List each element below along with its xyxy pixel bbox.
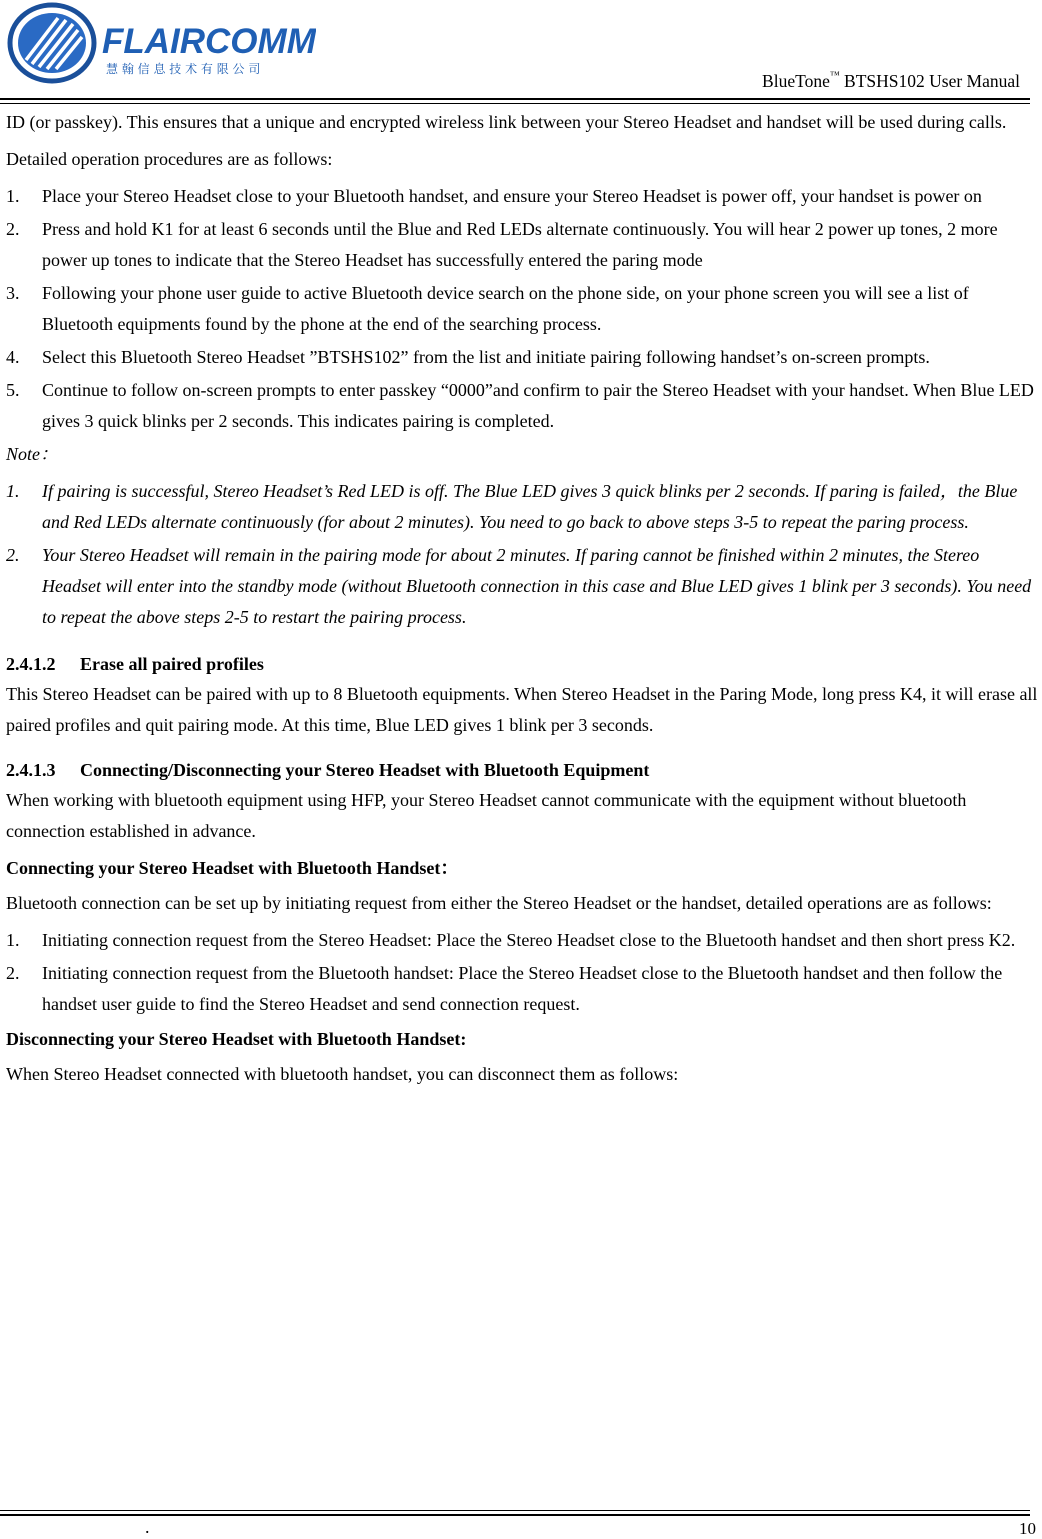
logo-graphic <box>6 2 316 86</box>
list-text: Select this Bluetooth Stereo Headset ”BTSHS102” from the list and initiate pairing following handset’s on-screen prompts. <box>42 347 930 367</box>
logo-brand-text: FLAIRCOMM <box>102 22 316 61</box>
section-number: 2.4.1.3 <box>6 760 56 780</box>
section-title: Erase all paired profiles <box>80 654 264 674</box>
page-body <box>6 107 1040 1090</box>
list-number: 3. <box>6 283 20 303</box>
list-text: If pairing is successful, Stereo Headset’s Red LED is off. The Blue LED gives 3 quick blinks per 2 seconds. If paring is failed，the Blue and Red LEDs alternate continuously (for about 2 minutes). You need to go back to above steps 3-5 to repeat the paring process. <box>42 481 1018 532</box>
pairing-steps-list <box>6 181 1040 437</box>
logo-brand-cn: 慧 翰 信 息 技 术 有 限 公 司 <box>106 62 261 76</box>
list-item <box>6 181 1040 212</box>
list-number: 2. <box>6 545 20 565</box>
list-text: Continue to follow on-screen prompts to enter passkey “0000”and confirm to pair the Stereo Headset with your handset. When Blue LED gives 3 quick blinks per 2 seconds. This indicates pairing is completed. <box>42 380 1034 431</box>
list-item <box>6 342 1040 373</box>
section-heading-connect <box>6 741 1040 785</box>
list-item <box>6 476 1040 538</box>
disconnect-intro: When Stereo Headset connected with bluetooth handset, you can disconnect them as follows: <box>6 1064 679 1084</box>
page-header <box>0 0 1042 105</box>
list-item <box>6 375 1040 437</box>
connect-intro: Bluetooth connection can be set up by initiating request from either the Stereo Headset or the handset, detailed operations are as follows: <box>6 893 992 913</box>
list-number: 1. <box>6 186 20 206</box>
list-text: Initiating connection request from the Bluetooth handset: Place the Stereo Headset close to the Bluetooth handset and then follow the handset user guide to find the Stereo Headset and send connection request. <box>42 963 1003 1014</box>
list-number: 2. <box>6 219 20 239</box>
note-label: Note： <box>6 444 58 464</box>
header-rule-thin <box>0 103 1030 104</box>
title-brand: BlueTone <box>762 71 830 91</box>
document-title <box>762 70 1020 92</box>
connect-body: When working with bluetooth equipment using HFP, your Stereo Headset cannot communicate with the equipment without bluetooth connection established in advance. <box>6 790 967 841</box>
section-number: 2.4.1.2 <box>6 654 56 674</box>
connect-subheading: Connecting your Stereo Headset with Bluetooth Handset： <box>6 858 459 878</box>
title-rest: BTSHS102 User Manual <box>839 71 1020 91</box>
page-number: 10 <box>1019 1519 1036 1538</box>
list-item <box>6 214 1040 276</box>
trademark-symbol: ™ <box>829 70 840 81</box>
section-heading-erase <box>6 635 1040 679</box>
flaircomm-logo <box>6 2 316 86</box>
list-text: Following your phone user guide to active Bluetooth device search on the phone side, on your phone screen you will see a list of Bluetooth equipments found by the phone at the end of the searching process. <box>42 283 969 334</box>
list-text: Place your Stereo Headset close to your Bluetooth handset, and ensure your Stereo Headset is power off, your handset is power on <box>42 186 982 206</box>
list-text: Press and hold K1 for at least 6 seconds until the Blue and Red LEDs alternate continuously. You will hear 2 power up tones, 2 more power up tones to indicate that the Stereo Headset has successfully entered the paring mode <box>42 219 998 270</box>
intro-paragraph: ID (or passkey). This ensures that a unique and encrypted wireless link between your Stereo Headset and handset will be used during calls. <box>6 112 1007 132</box>
list-number: 4. <box>6 347 20 367</box>
notes-list <box>6 476 1040 633</box>
header-rule-thick <box>0 98 1030 100</box>
section-title: Connecting/Disconnecting your Stereo Headset with Bluetooth Equipment <box>80 760 650 780</box>
list-text: Initiating connection request from the Stereo Headset: Place the Stereo Headset close to the Bluetooth handset and then short press K2. <box>42 930 1016 950</box>
footer-rule-thin <box>0 1510 1030 1511</box>
footer-dot: . <box>145 1517 150 1537</box>
list-text: Your Stereo Headset will remain in the pairing mode for about 2 minutes. If paring cannot be finished within 2 minutes, the Stereo Headset will enter into the standby mode (without Bluetooth connection in this case and Blue LED gives 1 blink per 3 seconds). You need to repeat the above steps 2-5 to restart the pairing process. <box>42 545 1032 627</box>
list-item <box>6 925 1040 956</box>
disconnect-subheading: Disconnecting your Stereo Headset with Bluetooth Handset: <box>6 1029 467 1049</box>
list-number: 1. <box>6 930 20 950</box>
list-number: 5. <box>6 380 20 400</box>
list-item <box>6 958 1040 1020</box>
list-number: 2. <box>6 963 20 983</box>
list-number: 1. <box>6 481 20 501</box>
connect-steps-list <box>6 925 1040 1020</box>
erase-body: This Stereo Headset can be paired with up to 8 Bluetooth equipments. When Stereo Headset in the Paring Mode, long press K4, it will erase all paired profiles and quit pairing mode. At this time, Blue LED gives 1 blink per 3 seconds. <box>6 684 1038 735</box>
list-item <box>6 278 1040 340</box>
list-item <box>6 540 1040 633</box>
procedure-intro: Detailed operation procedures are as follows: <box>6 149 333 169</box>
footer-rule-thick <box>0 1514 1030 1516</box>
